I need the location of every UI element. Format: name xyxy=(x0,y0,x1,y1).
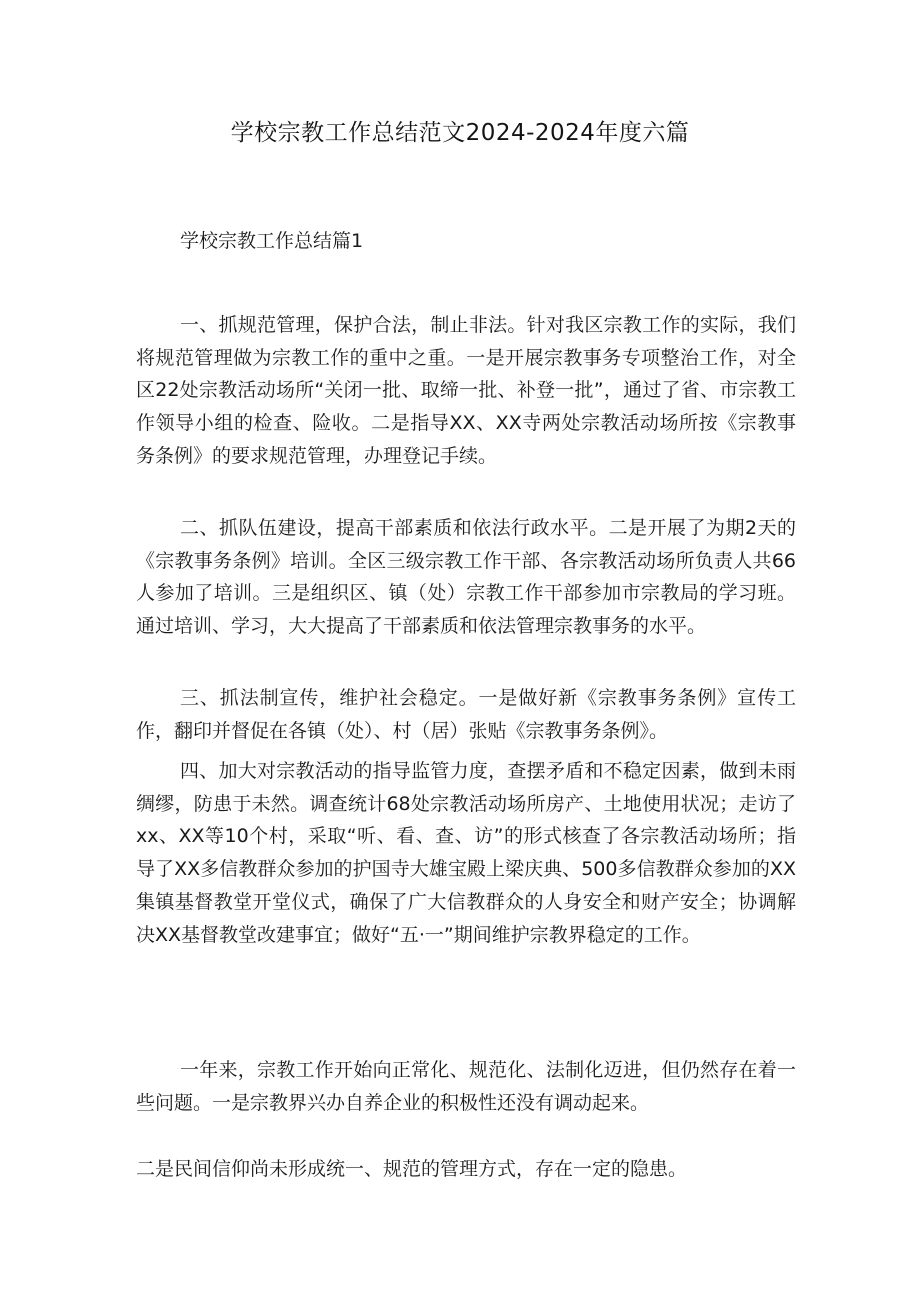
paragraph-4: 四、加大对宗教活动的指导监管力度，查摆矛盾和不稳定因素，做到未雨绸缪，防患于未然。调查统计68处宗教活动场所房产、土地使用状况；走访了xx、XX等10个村，采取“听、看、查、访”的形式核查了各宗教活动场所；指导了XX多信教群众参加的护国寺大雄宝殿上梁庆典、500多信教群众参加的XX集镇基督教堂开堂仪式，确保了广大信教群众的人身安全和财产安全；协调解决XX基督教堂改建事宜；做好“五·一”期间维护宗教界稳定的工作。 xyxy=(136,760,796,946)
paragraph-1: 一、抓规范管理，保护合法，制止非法。针对我区宗教工作的实际，我们将规范管理做为宗教工作的重中之重。一是开展宗教事务专项整治工作，对全区22处宗教活动场所“关闭一批、取缔一批、补登一批”，通过了省、市宗教工作领导小组的检查、险收。二是指导XX、XX寺两处宗教活动场所按《宗教事务条例》的要求规范管理，办理登记手续。 xyxy=(136,314,796,467)
document-title: 学校宗教工作总结范文2024-2024年度六篇 xyxy=(230,120,690,146)
paragraph-2: 二、抓队伍建设，提高干部素质和依法行政水平。二是开展了为期2天的《宗教事务条例》培训。全区三级宗教工作干部、各宗教活动场所负责人共66人参加了培训。三是组织区、镇（处）宗教工作干部参加市宗教局的学习班。通过培训、学习，大大提高了干部素质和依法管理宗教事务的水平。 xyxy=(136,517,796,638)
section-heading: 学校宗教工作总结篇1 xyxy=(180,230,364,252)
paragraph-6: 二是民间信仰尚未形成统一、规范的管理方式，存在一定的隐患。 xyxy=(136,1158,688,1180)
paragraph-5: 一年来，宗教工作开始向正常化、规范化、法制化迈进，但仍然存在着一些问题。一是宗教界兴办自养企业的积极性还没有调动起来。 xyxy=(136,1059,796,1114)
paragraph-3: 三、抓法制宣传，维护社会稳定。一是做好新《宗教事务条例》宣传工作，翻印并督促在各镇（处）、村（居）张贴《宗教事务条例》。 xyxy=(136,687,796,742)
